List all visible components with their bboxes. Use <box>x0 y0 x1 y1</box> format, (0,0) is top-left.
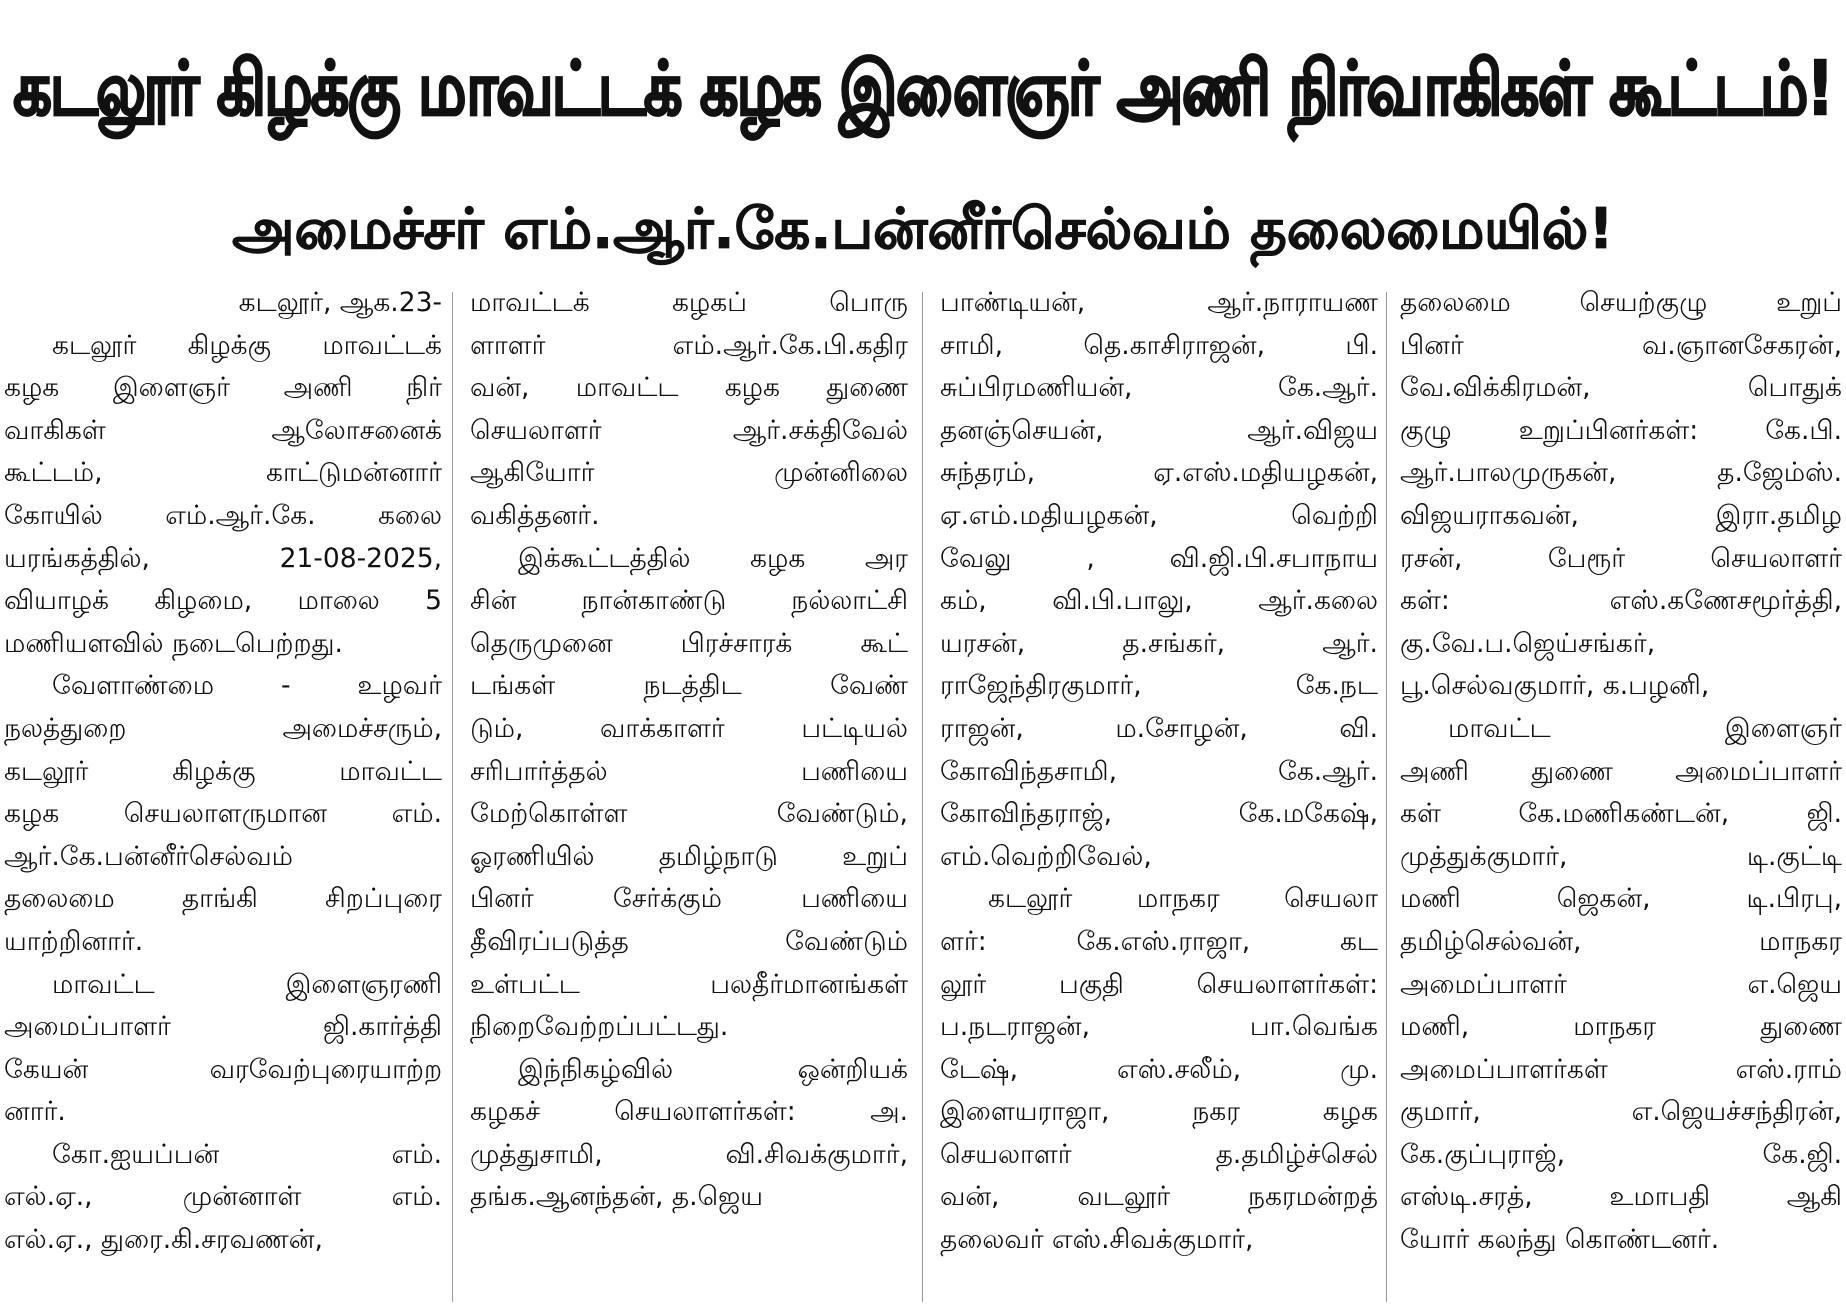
text-line: இந்நிகழ்வில் ஒன்றியக் <box>518 1053 908 1085</box>
text-line: அணி துணை அமைப்பாளர் <box>1400 755 1842 787</box>
article-column-4 <box>1400 282 1842 1310</box>
text-line: கேயன் வரவேற்புரையாற்ற <box>4 1053 442 1085</box>
text-line: மணி ஜெகன், டி.பிரபு, <box>1400 883 1842 915</box>
article-column-3 <box>940 282 1378 1310</box>
text-line: எல்.ஏ., முன்னாள் எம். <box>4 1181 442 1213</box>
text-line: கடலூர் கிழக்கு மாவட்டக் <box>52 329 442 361</box>
subheadline-text: அமைச்சர் எம்.ஆர்.கே.பன்னீர்செல்வம் தலைமையில்! <box>232 197 1614 262</box>
text-line: மணி, மாநகர துணை <box>1400 1011 1842 1043</box>
text-line: ப.நடராஜன், பா.வெங்க <box>940 1011 1378 1043</box>
text-line: லூர் பகுதி செயலாளர்கள்: <box>940 968 1378 1000</box>
text-line: கழகச் செயலாளர்கள்: அ. <box>470 1096 908 1128</box>
text-line: ராஜேந்திரகுமார், கே.நட <box>940 670 1378 702</box>
text-line: அமைப்பாளர் எ.ஜெய <box>1400 968 1842 1000</box>
text-line: அமைப்பாளர் ஜி.கார்த்தி <box>4 1011 442 1043</box>
text-line: மணியளவில் நடைபெற்றது. <box>4 627 343 659</box>
text-line: சுந்தரம், ஏ.எஸ்.மதியழகன், <box>940 457 1378 489</box>
text-line: வே.விக்கிரமன், பொதுக் <box>1400 372 1842 404</box>
text-line: ளாளர் எம்.ஆர்.கே.பி.கதிர <box>470 329 908 361</box>
text-line: செயலாளர் ஆர்.சக்திவேல் <box>470 414 908 446</box>
text-line: எல்.ஏ., துரை.கி.சரவணன், <box>4 1224 323 1256</box>
text-line: தெருமுனை பிரச்சாரக் கூட் <box>470 627 908 659</box>
column-divider <box>452 292 453 1302</box>
text-line: பினர் சேர்க்கும் பணியை <box>470 883 908 915</box>
text-line: வியாழக் கிழமை, மாலை 5 <box>4 585 442 617</box>
text-line: டும், வாக்காளர் பட்டியல் <box>470 712 908 744</box>
text-line: தீவிரப்படுத்த வேண்டும் <box>470 925 908 957</box>
text-line: நலத்துறை அமைச்சரும், <box>4 712 442 744</box>
text-line: டங்கள் நடத்திட வேண் <box>470 670 908 702</box>
text-line: சின் நான்காண்டு நல்லாட்சி <box>470 585 908 617</box>
text-line: வேலு , வி.ஜி.பி.சபாநாய <box>940 542 1378 574</box>
text-line: கோவிந்தசாமி, கே.ஆர். <box>940 755 1378 787</box>
text-line: ஆர்.பாலமுருகன், த.ஜேம்ஸ். <box>1400 457 1842 489</box>
text-line: யரங்கத்தில், 21-08-2025, <box>4 542 442 574</box>
text-line: தலைமை செயற்குழு உறுப் <box>1400 287 1842 318</box>
text-line: மேற்கொள்ள வேண்டும், <box>470 798 908 830</box>
text-line: தனஞ்செயன், ஆர்.விஜய <box>940 414 1378 446</box>
text-line: எம்.வெற்றிவேல், <box>940 840 1152 872</box>
headline <box>0 0 1846 178</box>
article-column-1 <box>4 282 442 1310</box>
column-divider <box>1386 292 1387 1302</box>
text-line: மாவட்டக் கழகப் பொரு <box>470 287 908 318</box>
article-body <box>0 282 1846 1310</box>
text-line: கடலூர் மாநகர செயலா <box>988 883 1378 915</box>
text-line: கே.குப்புராஜ், கே.ஜி. <box>1400 1138 1842 1170</box>
text-line: கடலூர் கிழக்கு மாவட்ட <box>4 755 442 787</box>
text-line: ஏ.எம்.மதியழகன், வெற்றி <box>940 499 1378 531</box>
text-line: கோவிந்தராஜ், கே.மகேஷ், <box>940 798 1378 830</box>
text-line: ஓரணியில் தமிழ்நாடு உறுப் <box>470 840 908 872</box>
text-line: முத்துக்குமார், டி.குட்டி <box>1400 840 1842 872</box>
text-line: தலைவர் எஸ்.சிவக்குமார், <box>940 1224 1254 1256</box>
text-line: இக்கூட்டத்தில் கழக அர <box>518 542 908 574</box>
text-line: விஜயராகவன், இரா.தமிழ <box>1400 499 1842 531</box>
subheadline <box>0 178 1846 282</box>
text-line: இளையராஜா, நகர கழக <box>940 1096 1378 1128</box>
text-line: வாகிகள் ஆலோசனைக் <box>4 414 442 446</box>
text-line: கு.வே.ப.ஜெய்சங்கர், <box>1400 627 1656 659</box>
text-line: கடலூர், ஆக.23- <box>238 287 442 318</box>
text-line: பினர் வ.ஞானசேகரன், <box>1400 329 1842 361</box>
article-column-2 <box>470 282 908 1310</box>
text-line: தலைமை தாங்கி சிறப்புரை <box>4 883 442 915</box>
text-line: கோயில் எம்.ஆர்.கே. கலை <box>4 499 442 531</box>
text-line: யாற்றினார். <box>4 925 144 957</box>
text-line: வன், மாவட்ட கழக துணை <box>470 372 908 404</box>
text-line: கழக செயலாளருமான எம். <box>4 798 442 830</box>
text-line: பூ.செல்வகுமார், க.பழனி, <box>1400 670 1710 702</box>
text-line: கள் கே.மணிகண்டன், ஜி. <box>1400 798 1842 830</box>
text-line: செயலாளர் த.தமிழ்ச்செல் <box>940 1138 1378 1170</box>
text-line: டேஷ், எஸ்.சலீம், மு. <box>940 1053 1378 1085</box>
text-line: வன், வடலூர் நகரமன்றத் <box>940 1181 1378 1213</box>
text-line: சரிபார்த்தல் பணியை <box>470 755 908 787</box>
text-line: சாமி, தெ.காசிராஜன், பி. <box>940 329 1378 361</box>
text-line: தமிழ்செல்வன், மாநகர <box>1400 925 1842 957</box>
text-line: ராஜன், ம.சோழன், வி. <box>940 712 1378 744</box>
text-line: கழக இளைஞர் அணி நிர் <box>4 372 442 404</box>
text-line: மாவட்ட இளைஞரணி <box>52 968 442 1000</box>
text-line: யரசன், த.சங்கர், ஆர். <box>940 627 1378 659</box>
text-line: குமார், எ.ஜெயச்சந்திரன், <box>1400 1096 1842 1128</box>
text-line: கள்: எஸ்.கணேசமூர்த்தி, <box>1400 585 1842 617</box>
text-line: ஆகியோர் முன்னிலை <box>470 457 908 489</box>
text-line: கூட்டம், காட்டுமன்னார் <box>4 457 442 489</box>
text-line: அமைப்பாளர்கள் எஸ்.ராம் <box>1400 1053 1842 1085</box>
text-line: வகித்தனர். <box>470 499 600 531</box>
text-line: னார். <box>4 1096 66 1128</box>
text-line: சுப்பிரமணியன், கே.ஆர். <box>940 372 1378 404</box>
text-line: மாவட்ட இளைஞர் <box>1448 712 1842 744</box>
text-line: கம், வி.பி.பாலு, ஆர்.கலை <box>940 585 1378 617</box>
text-line: முத்துசாமி, வி.சிவக்குமார், <box>470 1138 908 1170</box>
text-line: பாண்டியன், ஆர்.நாராயண <box>940 287 1378 318</box>
text-line: ரசன், பேரூர் செயலாளர் <box>1400 542 1842 574</box>
column-divider <box>922 292 923 1302</box>
headline-text: கடலூர் கிழக்கு மாவட்டக் கழக இளைஞர் அணி நிர்வாகிகள் கூட்டம்! <box>13 46 1833 132</box>
text-line: கோ.ஐயப்பன் எம். <box>52 1138 442 1170</box>
text-line: நிறைவேற்றப்பட்டது. <box>470 1011 729 1043</box>
text-line: ளர்: கே.எஸ்.ராஜா, கட <box>940 925 1378 957</box>
text-line: தங்க.ஆனந்தன், த.ஜெய <box>470 1181 764 1213</box>
text-line: ஆர்.கே.பன்னீர்செல்வம் <box>4 840 293 872</box>
text-line: யோர் கலந்து கொண்டனர். <box>1400 1224 1720 1256</box>
text-line: குழு உறுப்பினர்கள்: கே.பி. <box>1400 414 1842 446</box>
text-line: வேளாண்மை - உழவர் <box>52 670 442 702</box>
text-line: உள்பட்ட பலதீர்மானங்கள் <box>470 968 908 1000</box>
text-line: எஸ்டி.சரத், உமாபதி ஆகி <box>1400 1181 1842 1213</box>
